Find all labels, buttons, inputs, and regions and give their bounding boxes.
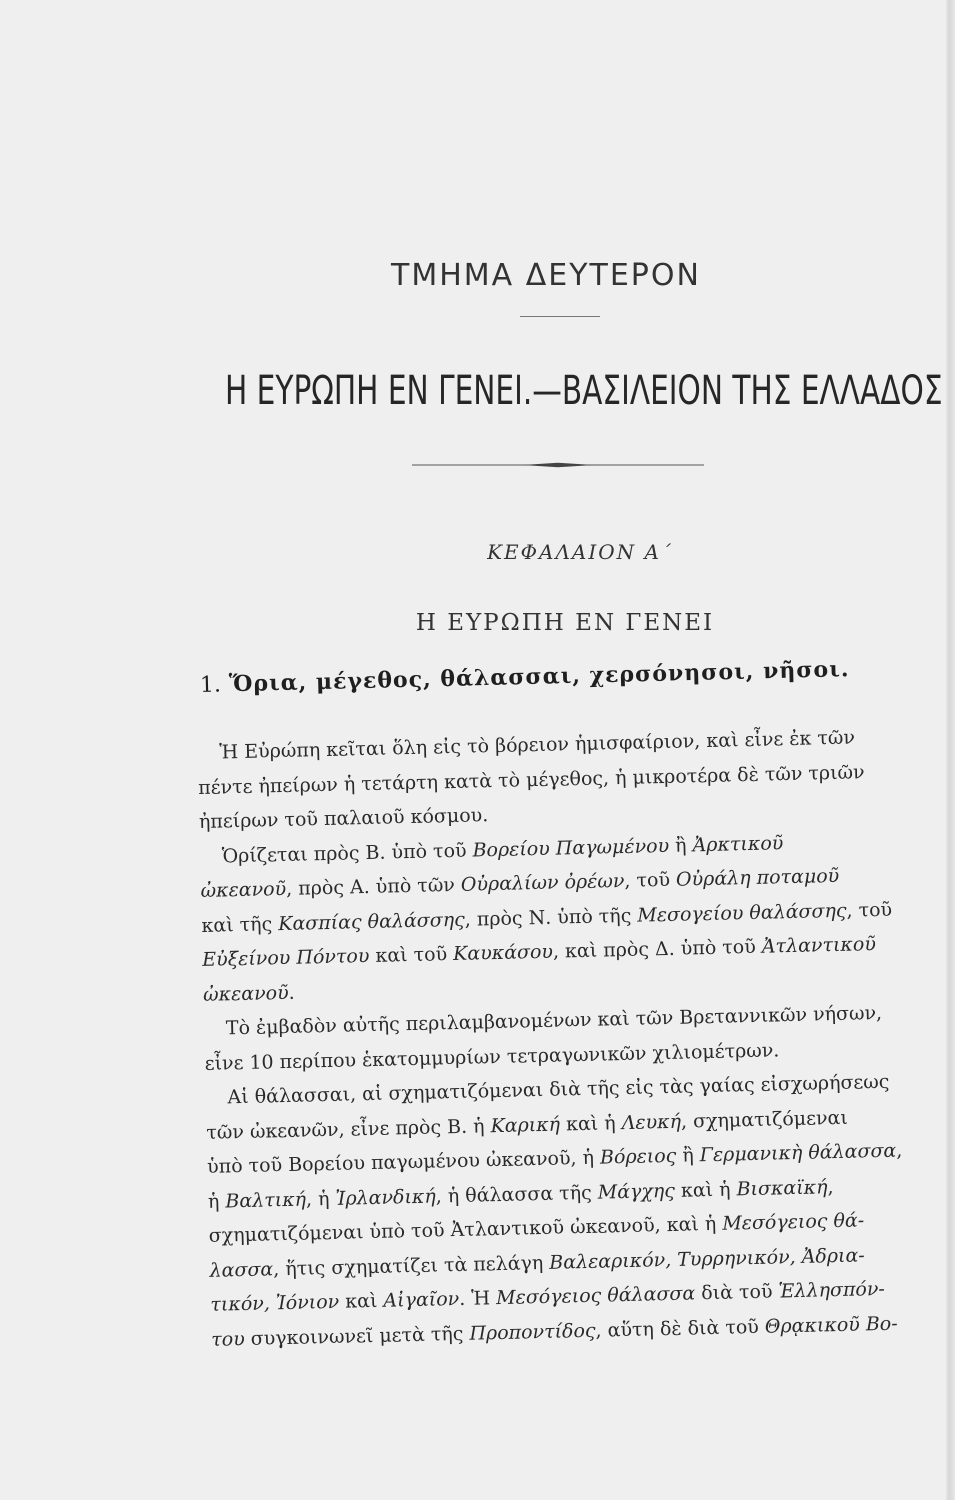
italic-term: Βορείου Παγωμένου	[472, 834, 670, 862]
text-segment: ἢ	[668, 833, 693, 857]
body-text	[197, 718, 955, 1357]
main-title	[225, 368, 943, 414]
text-segment: πέντε ἠπείρων ἡ τετάρτη κατὰ τὸ μέγεθος, ἡ μικροτέρα δὲ τῶν τριῶν	[197, 760, 865, 799]
text-segment: ἠπείρων τοῦ παλαιοῦ κόσμου.	[198, 804, 489, 833]
text-segment: ἡ	[207, 1189, 226, 1213]
section-heading-text: Ὅρια, μέγεθος, θάλασσαι, χερσόνησοι, νῆσοι.	[228, 656, 850, 698]
ornamental-rule	[412, 462, 704, 468]
text-segment: ,	[895, 1139, 903, 1162]
text-segment: ὑπὸ τοῦ Βορείου παγωμένου ὠκεανοῦ, ἡ	[206, 1146, 601, 1178]
text-segment: , ἡ θάλασσα τῆς	[435, 1181, 598, 1208]
italic-term: λασσα	[209, 1257, 274, 1282]
text-segment: Αἱ θάλασσαι, αἱ σχηματιζόμεναι διὰ τῆς εἰς τὰς γαίας εἰσχωρήσεως	[227, 1070, 890, 1109]
italic-term: τικόν, Ἰόνιον	[210, 1290, 340, 1316]
italic-term: ὠκεανοῦ	[202, 981, 289, 1006]
text-segment: Ὁρίζεται πρὸς Β. ὑπὸ τοῦ	[221, 839, 473, 867]
text-segment: , ἥτις σχηματίζει τὰ πελάγη	[272, 1251, 550, 1280]
italic-term: Λευκή	[621, 1110, 682, 1134]
italic-term: Κασπίας θαλάσσης	[277, 908, 465, 935]
text-segment: εἶνε 10 περίπου ἑκατομμυρίων τετραγωνικῶν χιλιομέτρων.	[204, 1038, 780, 1075]
italic-term: Ἑλλησπόν-	[778, 1277, 886, 1303]
italic-term: Καυκάσου	[452, 940, 554, 966]
italic-term: Οὐραλίων ὀρέων	[460, 869, 625, 896]
main-title-part-2: ΒΑΣΙΛΕΙΟΝ ΤΗΣ ΕΛΛΑΔΟΣ	[561, 368, 943, 414]
italic-term: Μεσόγειος θάλασσα	[495, 1282, 696, 1310]
text-segment: καὶ τῆς	[201, 912, 279, 937]
italic-term: Αἰγαῖον	[383, 1287, 460, 1312]
italic-term: του	[210, 1327, 245, 1351]
text-segment: , ἡ	[305, 1187, 336, 1211]
section-heading	[200, 656, 850, 698]
italic-term: Βαλεαρικόν, Τυρρηνικόν, Ἀδρια-	[549, 1243, 865, 1274]
italic-term: Οὐράλη ποταμοῦ	[675, 864, 840, 891]
text-segment: καὶ	[338, 1289, 384, 1313]
text-segment: , αὕτη δὲ διὰ τοῦ	[595, 1315, 766, 1342]
italic-term: ὠκεανοῦ	[200, 877, 287, 902]
italic-term: Εὐξείνου Πόντου	[202, 945, 370, 971]
italic-term: Γερμανικὴ θάλασσα	[699, 1139, 897, 1167]
italic-term: Βόρειος	[599, 1144, 677, 1169]
text-segment: , τοῦ	[846, 898, 893, 922]
text-segment: διὰ τοῦ	[694, 1280, 779, 1305]
italic-term: Μεσόγειος θά-	[722, 1209, 865, 1235]
text-segment: ,	[827, 1175, 834, 1198]
chapter-subtitle: Η ΕΥΡΩΠΗ ΕΝ ΓΕΝΕΙ	[415, 610, 715, 636]
italic-term: Βισκαϊκή	[736, 1175, 828, 1200]
text-segment: καὶ τοῦ	[369, 943, 454, 967]
text-segment: συγκοινωνεῖ μετὰ τῆς	[244, 1322, 470, 1350]
text-segment: τῶν ὠκεανῶν, εἶνε πρὸς Β. ἡ	[206, 1114, 491, 1144]
main-title-dash: —	[532, 368, 562, 414]
text-segment: Ἡ Εὐρώπη κεῖται ὅλη εἰς τὸ βόρειον ἡμισφαίριον, καὶ εἶνε ἐκ τῶν	[219, 726, 856, 764]
text-segment: ἢ	[676, 1144, 701, 1167]
italic-term: Μεσογείου θαλάσσης	[637, 899, 847, 927]
italic-term: Βαλτική	[225, 1188, 307, 1212]
italic-term: Μάγχης	[597, 1179, 676, 1204]
italic-term: Ἀρκτικοῦ	[692, 831, 784, 856]
text-segment: , σχηματιζόμεναι	[680, 1106, 849, 1133]
text-segment: , πρὸς Α. ὑπὸ τῶν	[285, 873, 462, 900]
text-segment: , πρὸς Ν. ὑπὸ τῆς	[464, 904, 638, 931]
italic-term: Ἰρλανδική	[335, 1185, 436, 1210]
italic-term: Ἀτλαντικοῦ	[761, 933, 877, 958]
text-segment: , τοῦ	[624, 868, 677, 892]
text-segment: καὶ ἡ	[559, 1111, 622, 1136]
section-divider	[520, 316, 600, 317]
chapter-label: ΚΕΦΑΛΑΙΟΝ Α΄	[487, 540, 673, 564]
text-segment: Τὸ ἐμβαδὸν αὐτῆς περιλαμβανομένων καὶ τῶν Βρεταννικῶν νήσων,	[225, 1001, 883, 1040]
text-segment: καὶ ἡ	[674, 1177, 737, 1202]
text-segment: , καὶ πρὸς Δ. ὑπὸ τοῦ	[552, 935, 763, 963]
italic-term: Καρική	[490, 1113, 561, 1137]
section-number: 1.	[199, 672, 222, 698]
text-segment: .	[288, 981, 295, 1004]
main-title-part-1: Η ΕΥΡΩΠΗ ΕΝ ΓΕΝΕΙ.	[225, 368, 533, 414]
text-segment: σχηματιζόμεναι ὑπὸ τοῦ Ἀτλαντικοῦ ὠκεανοῦ, καὶ ἡ	[208, 1212, 723, 1247]
text-segment: . Ἡ	[458, 1287, 497, 1310]
italic-term: Θρᾳκικοῦ Βο-	[764, 1312, 898, 1338]
italic-term: Προποντίδος	[469, 1319, 596, 1345]
section-label: ΤΜΗΜΑ ΔΕΥΤΕΡΟΝ	[391, 258, 701, 293]
